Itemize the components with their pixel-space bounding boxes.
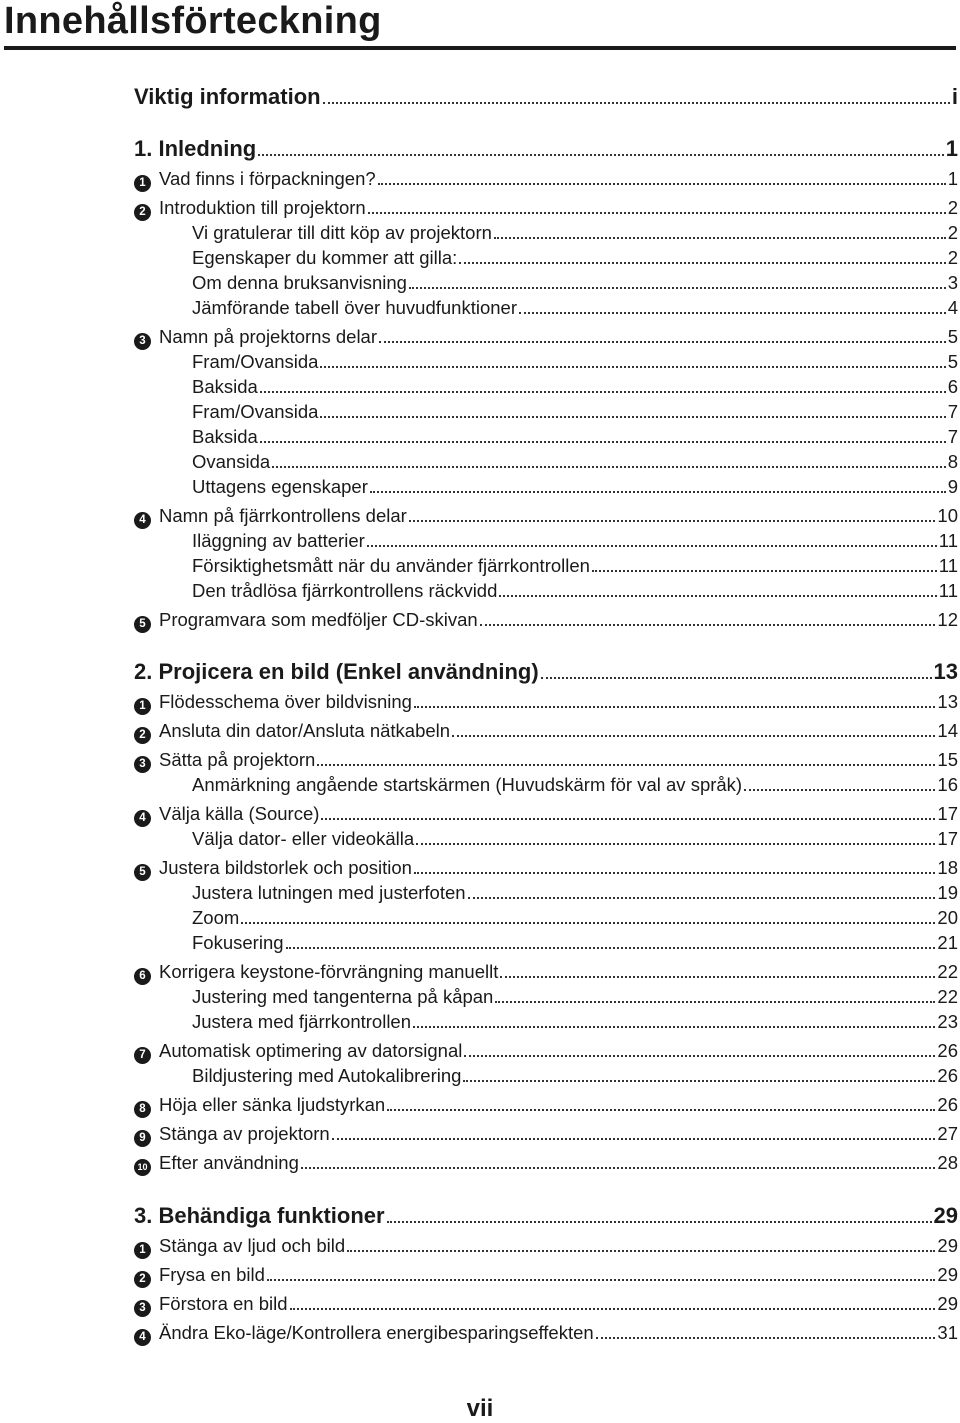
toc-page-number: 27 <box>937 1123 958 1144</box>
dot-leader <box>409 520 936 522</box>
toc-entry-label: Den trådlösa fjärrkontrollens räckvidd <box>192 580 498 601</box>
dot-leader <box>463 1080 935 1082</box>
dot-leader <box>317 764 935 766</box>
toc-page-number: 29 <box>937 1235 958 1256</box>
toc-entry[interactable] <box>134 1094 958 1118</box>
toc-entry[interactable] <box>134 505 958 529</box>
toc-entry-label: Justera med fjärrkontrollen <box>192 1011 412 1032</box>
toc-page-number: 21 <box>937 932 958 953</box>
toc-entry[interactable] <box>192 476 958 500</box>
toc-page-number: 20 <box>937 907 958 928</box>
toc-page-number: 5 <box>947 326 958 347</box>
toc-entry[interactable] <box>134 1040 958 1064</box>
toc-page-number: 8 <box>947 451 958 472</box>
title-rule <box>4 46 956 50</box>
dot-leader <box>500 976 935 978</box>
dot-leader <box>347 1250 935 1252</box>
step-number-badge: 6 <box>134 968 151 985</box>
toc-page-number: 15 <box>937 749 958 770</box>
dot-leader <box>379 341 946 343</box>
toc-page-number: 14 <box>937 720 958 741</box>
toc-page-number: 6 <box>947 376 958 397</box>
dot-leader <box>370 491 946 493</box>
toc-entry-label: Namn på fjärrkontrollens delar <box>159 505 407 526</box>
dot-leader <box>301 1167 936 1169</box>
toc-entry-label: Höja eller sänka ljudstyrkan <box>159 1094 386 1115</box>
toc-entry[interactable] <box>192 401 958 425</box>
step-number-badge: 3 <box>134 333 151 350</box>
dot-leader <box>413 1026 935 1028</box>
toc-page-number: 12 <box>937 609 958 630</box>
toc-entry[interactable] <box>134 1152 958 1176</box>
toc-entry-label: Ändra Eko-läge/Kontrollera energibesparingseffekten <box>159 1322 594 1343</box>
toc-entry[interactable] <box>134 1293 958 1317</box>
dot-leader <box>452 735 935 737</box>
toc-entry[interactable] <box>192 222 958 246</box>
toc-page-number: 2 <box>947 197 958 218</box>
toc-entry[interactable] <box>192 986 958 1010</box>
toc-entry-label: Namn på projektorns delar <box>159 326 377 347</box>
step-number-badge: 10 <box>134 1159 151 1176</box>
toc-entry-label: Introduktion till projektorn <box>159 197 366 218</box>
toc-entry[interactable] <box>192 774 958 798</box>
toc-page-number: 5 <box>947 351 958 372</box>
toc-entry-label: Justering med tangenterna på kåpan <box>192 986 494 1007</box>
toc-entry[interactable] <box>192 247 958 271</box>
toc-entry[interactable] <box>134 1264 958 1288</box>
toc-page-number: 3 <box>947 272 958 293</box>
toc-entry-label: Försiktighetsmått när du använder fjärrkontrollen <box>192 555 590 576</box>
toc-entry[interactable] <box>134 168 958 192</box>
toc-entry[interactable] <box>192 580 958 604</box>
toc-entry-label: Välja källa (Source) <box>159 803 320 824</box>
toc-page-number: 4 <box>947 297 958 318</box>
step-number-badge: 3 <box>134 1300 151 1317</box>
dot-leader <box>260 441 946 443</box>
dot-leader <box>464 1055 935 1057</box>
toc-entry-label: Programvara som medföljer CD-skivan <box>159 609 478 630</box>
toc-entry-label: Jämförande tabell över huvudfunktioner <box>192 297 517 318</box>
dot-leader <box>378 183 946 185</box>
dot-leader <box>320 366 945 368</box>
toc-entry-label: Uttagens egenskaper <box>192 476 368 497</box>
toc-entry-label: Bildjustering med Autokalibrering <box>192 1065 462 1086</box>
toc-entry[interactable] <box>192 907 958 931</box>
toc-entry-label: Förstora en bild <box>159 1293 288 1314</box>
step-number-badge: 7 <box>134 1047 151 1064</box>
toc-entry[interactable] <box>192 555 958 579</box>
dot-leader <box>416 843 935 845</box>
dot-leader <box>258 154 944 156</box>
toc-page-number: 7 <box>947 401 958 422</box>
toc-page-number: 22 <box>937 961 958 982</box>
dot-leader <box>592 570 937 572</box>
toc-entry[interactable] <box>134 1235 958 1259</box>
toc-page-number: 23 <box>937 1011 958 1032</box>
step-number-badge: 5 <box>134 616 151 633</box>
step-number-badge: 2 <box>134 727 151 744</box>
dot-leader <box>320 416 945 418</box>
toc-entry-label: Korrigera keystone-förvrängning manuellt <box>159 961 499 982</box>
toc-page-number: 2 <box>947 222 958 243</box>
dot-leader <box>286 947 936 949</box>
toc-entry-label: Om denna bruksanvisning <box>192 272 407 293</box>
dot-leader <box>409 287 946 289</box>
dot-leader <box>414 706 935 708</box>
toc-entry[interactable] <box>192 272 958 296</box>
toc-page-number: 7 <box>947 426 958 447</box>
dot-leader <box>387 1109 935 1111</box>
toc-entry[interactable] <box>192 530 958 554</box>
toc-page-number: i <box>951 84 958 109</box>
toc-page-number: 1 <box>947 168 958 189</box>
toc-page-number: 9 <box>947 476 958 497</box>
toc-entry-label: Efter användning <box>159 1152 299 1173</box>
toc-page-number: 13 <box>933 659 958 684</box>
dot-leader <box>290 1308 936 1310</box>
toc-entry[interactable] <box>192 1011 958 1035</box>
dot-leader <box>260 391 946 393</box>
dot-leader <box>321 818 935 820</box>
dot-leader <box>499 595 936 597</box>
step-number-badge: 1 <box>134 698 151 715</box>
dot-leader <box>519 312 946 314</box>
toc-entry[interactable] <box>192 932 958 956</box>
toc-entry-label: Baksida <box>192 376 258 397</box>
toc-entry-label: Anmärkning angående startskärmen (Huvudskärm för val av språk) <box>192 774 743 795</box>
dot-leader <box>272 466 946 468</box>
dot-leader <box>323 102 950 104</box>
toc-entry[interactable] <box>134 1322 958 1346</box>
toc-page-number: 31 <box>937 1322 958 1343</box>
toc-section-heading[interactable] <box>134 84 958 114</box>
step-number-badge: 5 <box>134 864 151 881</box>
toc-entry-label: Justera bildstorlek och position <box>159 857 412 878</box>
dot-leader <box>414 872 935 874</box>
toc-page-number: 1 <box>945 136 958 161</box>
toc-section-heading[interactable] <box>134 1203 958 1233</box>
step-number-badge: 1 <box>134 175 151 192</box>
toc-entry[interactable] <box>134 857 958 881</box>
dot-leader <box>468 897 936 899</box>
page-number: vii <box>466 1395 494 1422</box>
dot-leader <box>368 212 946 214</box>
toc-page-number: 11 <box>938 580 958 601</box>
step-number-badge: 3 <box>134 756 151 773</box>
toc-page-number: 26 <box>937 1065 958 1086</box>
dot-leader <box>744 789 935 791</box>
toc-entry-label: Egenskaper du kommer att gilla: <box>192 247 458 268</box>
toc-entry-label: 1. Inledning <box>134 136 257 161</box>
dot-leader <box>241 922 935 924</box>
dot-leader <box>480 624 936 626</box>
toc-page-number: 16 <box>937 774 958 795</box>
dot-leader <box>596 1337 936 1339</box>
toc-entry[interactable] <box>192 426 958 450</box>
dot-leader <box>387 1221 932 1223</box>
toc-entry[interactable] <box>134 1123 958 1147</box>
toc-entry[interactable] <box>192 376 958 400</box>
toc-entry-label: Ansluta din dator/Ansluta nätkabeln <box>159 720 451 741</box>
toc-entry-label: Välja dator- eller videokälla <box>192 828 415 849</box>
toc-entry[interactable] <box>192 451 958 475</box>
toc-page-number: 11 <box>938 530 958 551</box>
toc-entry[interactable] <box>192 828 958 852</box>
step-number-badge: 4 <box>134 810 151 827</box>
toc-entry-label: Sätta på projektorn <box>159 749 316 770</box>
step-number-badge: 2 <box>134 204 151 221</box>
dot-leader <box>332 1138 936 1140</box>
toc-page-number: 26 <box>937 1040 958 1061</box>
toc-entry-label: Zoom <box>192 907 240 928</box>
toc-page-number: 22 <box>937 986 958 1007</box>
toc-entry-label: Ovansida <box>192 451 271 472</box>
toc-entry-label: Automatisk optimering av datorsignal <box>159 1040 463 1061</box>
toc-page-number: 19 <box>937 882 958 903</box>
step-number-badge: 4 <box>134 512 151 529</box>
toc-page-number: 29 <box>937 1264 958 1285</box>
toc-page-number: 28 <box>937 1152 958 1173</box>
toc-page-number: 17 <box>937 803 958 824</box>
toc-entry[interactable] <box>134 609 958 633</box>
dot-leader <box>495 1001 935 1003</box>
toc-entry[interactable] <box>192 297 958 321</box>
toc-entry[interactable] <box>192 882 958 906</box>
toc-page-number: 2 <box>947 247 958 268</box>
step-number-badge: 1 <box>134 1242 151 1259</box>
toc-entry[interactable] <box>134 720 958 744</box>
toc-entry-label: 3. Behändiga funktioner <box>134 1203 385 1228</box>
toc-entry-label: 2. Projicera en bild (Enkel användning) <box>134 659 539 684</box>
step-number-badge: 9 <box>134 1130 151 1147</box>
step-number-badge: 2 <box>134 1271 151 1288</box>
toc-entry-label: Justera lutningen med justerfoten <box>192 882 466 903</box>
toc-entry-label: Stänga av ljud och bild <box>159 1235 346 1256</box>
dot-leader <box>267 1279 936 1281</box>
toc-page-number: 18 <box>937 857 958 878</box>
dot-leader <box>541 677 932 679</box>
page-title: Innehållsförteckning <box>4 0 382 42</box>
toc-entry-label: Vad finns i förpackningen? <box>159 168 376 189</box>
toc-page-number: 29 <box>933 1203 958 1228</box>
toc-entry-label: Frysa en bild <box>159 1264 265 1285</box>
dot-leader <box>459 262 945 264</box>
step-number-badge: 4 <box>134 1329 151 1346</box>
toc-entry-label: Viktig information <box>134 84 321 109</box>
toc-entry[interactable] <box>192 1065 958 1089</box>
toc-entry[interactable] <box>134 691 958 715</box>
dot-leader <box>494 237 946 239</box>
toc-entry-label: Vi gratulerar till ditt köp av projektorn <box>192 222 492 243</box>
toc-page-number: 26 <box>937 1094 958 1115</box>
toc-entry[interactable] <box>134 803 958 827</box>
toc-entry[interactable] <box>134 197 958 221</box>
toc-page-number: 10 <box>937 505 958 526</box>
toc-section-heading[interactable] <box>134 136 958 166</box>
toc-entry-label: Baksida <box>192 426 258 447</box>
toc-entry[interactable] <box>134 961 958 985</box>
toc-page-number: 11 <box>938 555 958 576</box>
toc-entry[interactable] <box>192 351 958 375</box>
dot-leader <box>367 545 937 547</box>
toc-entry-label: Fokusering <box>192 932 284 953</box>
toc-page-number: 17 <box>937 828 958 849</box>
toc-entry-label: Stänga av projektorn <box>159 1123 330 1144</box>
toc-entry-label: Fram/Ovansida <box>192 351 319 372</box>
toc-entry[interactable] <box>134 326 958 350</box>
toc-entry-label: Fram/Ovansida <box>192 401 319 422</box>
step-number-badge: 8 <box>134 1101 151 1118</box>
toc-section-heading[interactable] <box>134 659 958 689</box>
toc-entry[interactable] <box>134 749 958 773</box>
toc-page-number: 29 <box>937 1293 958 1314</box>
toc-entry-label: Flödesschema över bildvisning <box>159 691 412 712</box>
toc-page-number: 13 <box>937 691 958 712</box>
toc-entry-label: Iläggning av batterier <box>192 530 365 551</box>
